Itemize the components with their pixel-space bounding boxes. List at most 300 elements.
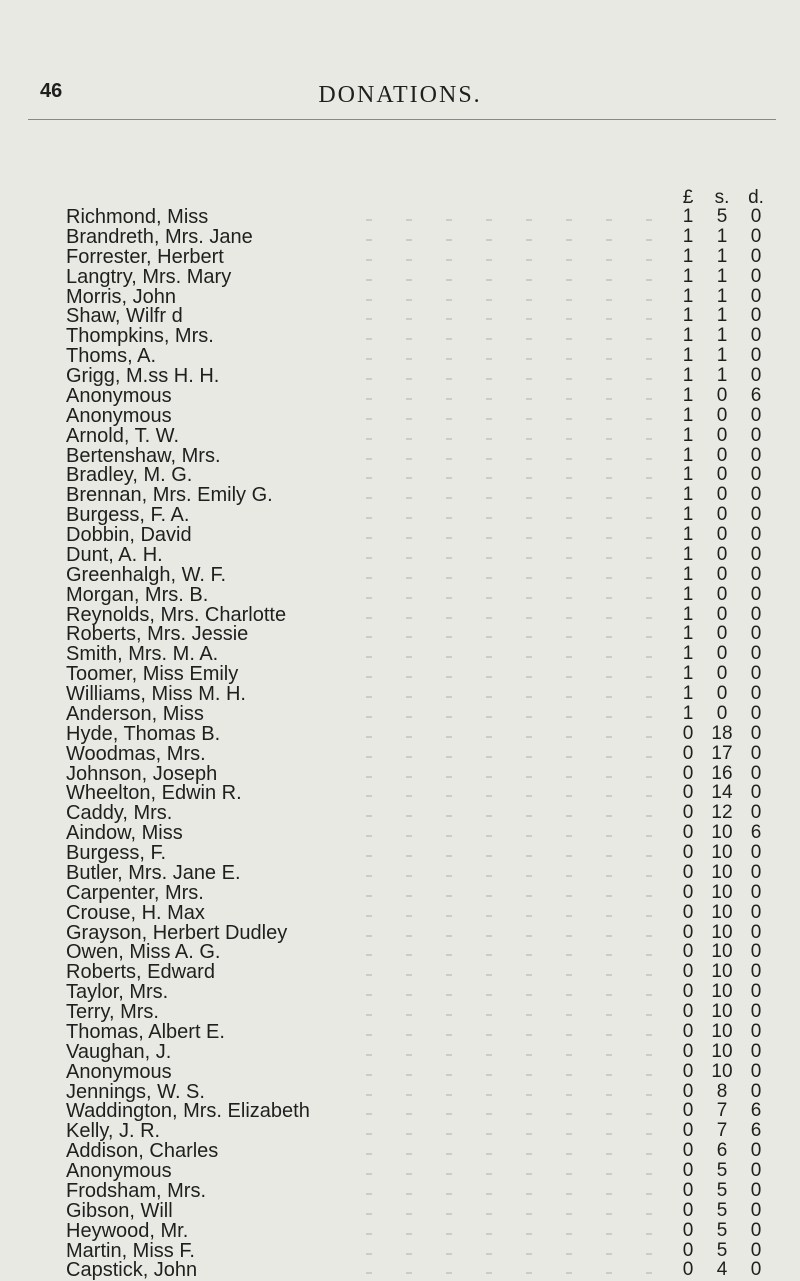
leader-dots [366, 1014, 656, 1016]
amount-shillings: 0 [716, 524, 728, 545]
leader-dots [366, 338, 656, 340]
donor-name: Crouse, H. Max [66, 901, 205, 924]
donor-name: Dunt, A. H. [66, 543, 163, 566]
donation-row [66, 446, 776, 466]
leader-dots [366, 259, 656, 261]
amount-pounds: 0 [682, 1179, 694, 1201]
amount-pounds: 0 [682, 742, 694, 764]
donor-name: Roberts, Edward [66, 961, 215, 984]
amount-pounds: 0 [682, 1100, 694, 1122]
amount-pence: 0 [750, 225, 762, 247]
donor-name: Woodmas, Mrs. [66, 742, 206, 765]
donation-row [66, 664, 776, 684]
donor-name: Bertenshaw, Mrs. [66, 444, 221, 467]
donor-name: Shaw, Wilfr d [66, 305, 183, 328]
amount-shillings: 10 [711, 1060, 733, 1082]
amount-pence: 0 [750, 345, 762, 367]
amount-shillings: 5 [716, 206, 728, 227]
amount-pounds: 1 [682, 663, 694, 685]
amount-pence: 0 [750, 861, 762, 883]
donor-name: Burgess, F. A. [66, 504, 190, 527]
amount-pounds: 1 [682, 683, 694, 704]
donor-name: Owen, Miss A. G. [66, 941, 221, 964]
amount-pounds: 1 [682, 464, 694, 486]
amount-shillings: 1 [716, 285, 728, 307]
donation-row [66, 565, 776, 585]
amount-shillings: 6 [716, 1140, 728, 1162]
amount-pounds: 0 [682, 1080, 694, 1102]
amount-pounds: 1 [682, 206, 694, 227]
donor-name: Williams, Miss M. H. [66, 683, 246, 705]
amount-pence: 0 [750, 941, 762, 963]
shillings-header: s. [714, 187, 730, 208]
donation-row [66, 545, 776, 565]
amount-pounds: 0 [682, 822, 694, 844]
amount-pence: 0 [750, 245, 762, 267]
amount-shillings: 0 [716, 702, 728, 724]
amount-pence: 0 [750, 404, 762, 426]
amount-pounds: 0 [682, 1140, 694, 1162]
donor-name: Burgess, F. [66, 842, 167, 864]
amount-shillings: 1 [716, 345, 728, 367]
donor-name: Morris, John [66, 285, 177, 308]
donor-name: Vaughan, J. [66, 1040, 172, 1063]
amount-pence: 0 [750, 1040, 762, 1062]
amount-pounds: 1 [682, 702, 694, 724]
leader-dots [366, 756, 656, 758]
leader-dots [366, 855, 656, 857]
amount-pence: 0 [750, 842, 762, 863]
donor-name: Anderson, Miss [66, 702, 204, 725]
amount-shillings: 1 [716, 365, 728, 386]
leader-dots [366, 279, 656, 281]
amount-pence: 0 [750, 643, 762, 665]
leader-dots [366, 835, 656, 837]
amount-shillings: 1 [716, 305, 728, 327]
amount-pounds: 1 [682, 345, 694, 367]
amount-shillings: 5 [716, 1179, 728, 1201]
donation-row [66, 1241, 776, 1261]
donation-row [66, 207, 776, 227]
amount-pence: 6 [750, 1100, 762, 1122]
leader-dots [366, 477, 656, 479]
amount-pence: 0 [750, 762, 762, 784]
amount-shillings: 10 [711, 981, 733, 1003]
donor-name: Langtry, Mrs. Mary [66, 265, 232, 288]
amount-shillings: 5 [716, 1239, 728, 1261]
amount-shillings: 1 [716, 245, 728, 267]
donation-row [66, 863, 776, 883]
leader-dots [366, 1133, 656, 1135]
amount-pounds: 0 [682, 881, 694, 903]
leader-dots [366, 974, 656, 976]
amount-pounds: 0 [682, 941, 694, 963]
leader-dots [366, 597, 656, 599]
donation-row [66, 247, 776, 267]
donation-row [66, 386, 776, 406]
donor-name: Greenhalgh, W. F. [66, 563, 227, 586]
donation-row [66, 684, 776, 704]
leader-dots [366, 1233, 656, 1235]
donation-row [66, 1221, 776, 1241]
leader-dots [366, 915, 656, 917]
donor-name: Gibson, Will [66, 1199, 173, 1222]
amount-pounds: 1 [682, 603, 694, 625]
amount-pence: 0 [750, 901, 762, 923]
amount-pounds: 0 [682, 1259, 694, 1281]
amount-pounds: 0 [682, 1120, 694, 1142]
amount-pence: 0 [750, 504, 762, 526]
leader-dots [366, 617, 656, 619]
amount-pounds: 1 [682, 623, 694, 645]
donation-row [66, 982, 776, 1002]
donation-row [66, 1042, 776, 1062]
amount-pounds: 1 [682, 543, 694, 565]
pence-header: d. [748, 187, 764, 208]
amount-shillings: 12 [711, 802, 733, 824]
amount-pounds: 0 [682, 921, 694, 943]
amount-pence: 0 [750, 1219, 762, 1241]
donation-row [66, 485, 776, 505]
donation-row [66, 923, 776, 943]
leader-dots [366, 716, 656, 718]
leader-dots [366, 398, 656, 400]
donor-name: Waddington, Mrs. Elizabeth [66, 1100, 310, 1123]
donor-name: Roberts, Mrs. Jessie [66, 623, 249, 646]
amount-pence: 0 [750, 802, 762, 824]
amount-pence: 0 [750, 524, 762, 545]
amount-shillings: 10 [711, 1001, 733, 1022]
donor-name: Thomas, Albert E. [66, 1020, 225, 1043]
donor-name: Reynolds, Mrs. Charlotte [66, 603, 287, 626]
amount-pence: 0 [750, 1179, 762, 1201]
leader-dots [366, 1253, 656, 1255]
amount-pounds: 1 [682, 444, 694, 466]
donor-name: Taylor, Mrs. [66, 981, 169, 1004]
amount-shillings: 14 [711, 782, 733, 804]
donor-name: Hyde, Thomas B. [66, 722, 221, 745]
amount-pounds: 1 [682, 583, 694, 605]
amount-pounds: 1 [682, 305, 694, 327]
amount-pence: 6 [750, 384, 762, 406]
donation-row [66, 942, 776, 962]
leader-dots [366, 815, 656, 817]
leader-dots [366, 577, 656, 579]
amount-pence: 0 [750, 424, 762, 446]
donation-row [66, 585, 776, 605]
amount-shillings: 0 [716, 444, 728, 466]
donation-row [66, 903, 776, 923]
leader-dots [366, 517, 656, 519]
amount-shillings: 0 [716, 623, 728, 645]
donation-row [66, 962, 776, 982]
amount-pounds: 0 [682, 722, 694, 744]
amount-pounds: 1 [682, 384, 694, 406]
leader-dots [366, 696, 656, 698]
leader-dots [366, 1173, 656, 1175]
amount-shillings: 16 [711, 762, 733, 784]
amount-column-headers [672, 187, 772, 207]
donation-row [66, 346, 776, 366]
donor-name: Dobbin, David [66, 524, 192, 546]
leader-dots [366, 795, 656, 797]
donation-row [66, 1062, 776, 1082]
donation-row [66, 326, 776, 346]
pounds-header: £ [682, 187, 694, 208]
donor-name: Thoms, A. [66, 345, 157, 368]
donor-name: Kelly, J. R. [66, 1120, 161, 1143]
donor-name: Brennan, Mrs. Emily G. [66, 484, 273, 507]
donor-name: Terry, Mrs. [66, 1001, 159, 1023]
donor-name: Martin, Miss F. [66, 1239, 195, 1262]
amount-shillings: 10 [711, 881, 733, 903]
donation-row [66, 1082, 776, 1102]
amount-shillings: 5 [716, 1219, 728, 1241]
donor-name: Caddy, Mrs. [66, 802, 173, 825]
amount-pounds: 0 [682, 1199, 694, 1221]
amount-shillings: 0 [716, 543, 728, 565]
amount-shillings: 10 [711, 941, 733, 963]
amount-shillings: 4 [716, 1259, 728, 1281]
amount-pence: 0 [750, 1080, 762, 1102]
donor-name: Brandreth, Mrs. Jane [66, 225, 253, 248]
amount-shillings: 0 [716, 464, 728, 486]
amount-pence: 0 [750, 921, 762, 943]
amount-pounds: 0 [682, 782, 694, 804]
donor-name: Jennings, W. S. [66, 1080, 205, 1103]
donor-name: Capstick, John [66, 1259, 198, 1281]
donor-name: Anonymous [66, 1160, 172, 1182]
amount-pence: 0 [750, 444, 762, 466]
donation-row [66, 1022, 776, 1042]
amount-pence: 0 [750, 1020, 762, 1042]
amount-pence: 0 [750, 603, 762, 625]
amount-pence: 0 [750, 1259, 762, 1281]
donation-list [66, 207, 776, 1280]
amount-pence: 0 [750, 1001, 762, 1022]
amount-pounds: 1 [682, 325, 694, 347]
donation-row [66, 783, 776, 803]
donation-row [66, 366, 776, 386]
donation-row [66, 843, 776, 863]
amount-pence: 0 [750, 285, 762, 307]
leader-dots [366, 1034, 656, 1036]
leader-dots [366, 875, 656, 877]
amount-pounds: 1 [682, 265, 694, 287]
donor-name: Aindow, Miss [66, 822, 183, 845]
donor-name: Bradley, M. G. [66, 464, 193, 487]
donor-name: Addison, Charles [66, 1140, 219, 1163]
amount-pounds: 1 [682, 245, 694, 267]
amount-pounds: 1 [682, 404, 694, 426]
amount-shillings: 0 [716, 404, 728, 426]
amount-pounds: 0 [682, 1239, 694, 1261]
amount-shillings: 10 [711, 822, 733, 844]
donation-row [66, 505, 776, 525]
amount-pounds: 1 [682, 524, 694, 545]
donation-row [66, 1121, 776, 1141]
donation-row [66, 465, 776, 485]
leader-dots [366, 299, 656, 301]
amount-shillings: 5 [716, 1160, 728, 1181]
amount-pence: 0 [750, 484, 762, 506]
amount-pence: 0 [750, 464, 762, 486]
amount-pence: 0 [750, 365, 762, 386]
amount-shillings: 5 [716, 1199, 728, 1221]
donation-row [66, 624, 776, 644]
amount-pounds: 0 [682, 842, 694, 863]
amount-pence: 0 [750, 563, 762, 585]
donation-row [66, 644, 776, 664]
leader-dots [366, 994, 656, 996]
donor-name: Anonymous [66, 1060, 172, 1083]
leader-dots [366, 1094, 656, 1096]
leader-dots [366, 458, 656, 460]
amount-shillings: 10 [711, 901, 733, 923]
amount-pence: 0 [750, 305, 762, 327]
amount-shillings: 8 [716, 1080, 728, 1102]
amount-pounds: 0 [682, 981, 694, 1003]
donor-name: Arnold, T. W. [66, 424, 180, 447]
leader-dots [366, 935, 656, 937]
amount-pence: 0 [750, 265, 762, 287]
amount-pounds: 1 [682, 225, 694, 247]
donation-row [66, 227, 776, 247]
donation-row [66, 764, 776, 784]
donation-row [66, 1002, 776, 1022]
amount-pounds: 0 [682, 1160, 694, 1181]
amount-shillings: 10 [711, 1040, 733, 1062]
donation-row [66, 1201, 776, 1221]
donation-row [66, 525, 776, 545]
amount-pence: 0 [750, 583, 762, 605]
donation-row [66, 426, 776, 446]
amount-pounds: 0 [682, 901, 694, 923]
amount-shillings: 17 [711, 742, 733, 764]
donation-row [66, 1260, 776, 1280]
amount-shillings: 0 [716, 603, 728, 625]
amount-pounds: 1 [682, 484, 694, 506]
amount-shillings: 0 [716, 424, 728, 446]
donor-name: Anonymous [66, 404, 172, 427]
amount-pounds: 0 [682, 1020, 694, 1042]
donor-name: Richmond, Miss [66, 206, 209, 228]
donor-name: Grigg, M.ss H. H. [66, 365, 220, 387]
leader-dots [366, 1153, 656, 1155]
leader-dots [366, 1272, 656, 1274]
amount-pounds: 1 [682, 365, 694, 386]
leader-dots [366, 1193, 656, 1195]
amount-pence: 6 [750, 822, 762, 844]
amount-pounds: 0 [682, 1001, 694, 1022]
header-rule [28, 119, 776, 120]
amount-shillings: 0 [716, 583, 728, 605]
leader-dots [366, 557, 656, 559]
leader-dots [366, 418, 656, 420]
amount-pounds: 1 [682, 563, 694, 585]
donation-row [66, 1101, 776, 1121]
donor-name: Heywood, Mr. [66, 1219, 189, 1242]
donor-name: Toomer, Miss Emily [66, 663, 239, 686]
donation-row [66, 605, 776, 625]
leader-dots [366, 318, 656, 320]
amount-pence: 0 [750, 543, 762, 565]
amount-pence: 0 [750, 1199, 762, 1221]
amount-pounds: 1 [682, 424, 694, 446]
amount-shillings: 0 [716, 504, 728, 526]
donation-row [66, 1161, 776, 1181]
amount-pence: 0 [750, 206, 762, 227]
leader-dots [366, 776, 656, 778]
donation-row [66, 406, 776, 426]
amount-pence: 0 [750, 683, 762, 704]
donation-row [66, 823, 776, 843]
amount-pence: 0 [750, 1239, 762, 1261]
donation-row [66, 883, 776, 903]
amount-pence: 0 [750, 1060, 762, 1082]
amount-shillings: 0 [716, 663, 728, 685]
leader-dots [366, 1054, 656, 1056]
amount-pence: 0 [750, 663, 762, 685]
amount-pounds: 1 [682, 643, 694, 665]
amount-shillings: 10 [711, 1020, 733, 1042]
leader-dots [366, 358, 656, 360]
donor-name: Smith, Mrs. M. A. [66, 643, 219, 666]
leader-dots [366, 636, 656, 638]
leader-dots [366, 736, 656, 738]
leader-dots [366, 895, 656, 897]
donor-name: Wheelton, Edwin R. [66, 782, 242, 805]
donation-row [66, 744, 776, 764]
donor-name: Johnson, Joseph [66, 762, 218, 785]
page-number: 46 [40, 80, 63, 102]
donor-name: Forrester, Herbert [66, 245, 224, 268]
amount-shillings: 0 [716, 484, 728, 506]
donor-name: Morgan, Mrs. B. [66, 583, 209, 606]
donor-name: Grayson, Herbert Dudley [66, 921, 288, 944]
amount-pounds: 0 [682, 802, 694, 824]
amount-pence: 0 [750, 981, 762, 1003]
donation-row [66, 1181, 776, 1201]
leader-dots [366, 497, 656, 499]
amount-shillings: 0 [716, 384, 728, 406]
amount-pounds: 1 [682, 504, 694, 526]
leader-dots [366, 537, 656, 539]
leader-dots [366, 1074, 656, 1076]
amount-pence: 0 [750, 782, 762, 804]
amount-pounds: 0 [682, 1219, 694, 1241]
donor-name: Thompkins, Mrs. [66, 325, 214, 348]
donation-row [66, 704, 776, 724]
donation-row [66, 724, 776, 744]
amount-shillings: 0 [716, 563, 728, 585]
amount-pence: 0 [750, 881, 762, 903]
donor-name: Anonymous [66, 384, 172, 407]
amount-shillings: 10 [711, 861, 733, 883]
amount-pounds: 1 [682, 285, 694, 307]
amount-shillings: 0 [716, 683, 728, 704]
amount-pence: 0 [750, 742, 762, 764]
amount-pence: 0 [750, 961, 762, 983]
amount-shillings: 7 [716, 1120, 728, 1142]
amount-pence: 0 [750, 325, 762, 347]
leader-dots [366, 1213, 656, 1215]
amount-pounds: 0 [682, 1060, 694, 1082]
amount-pounds: 0 [682, 762, 694, 784]
donation-row [66, 287, 776, 307]
leader-dots [366, 676, 656, 678]
leader-dots [366, 239, 656, 241]
